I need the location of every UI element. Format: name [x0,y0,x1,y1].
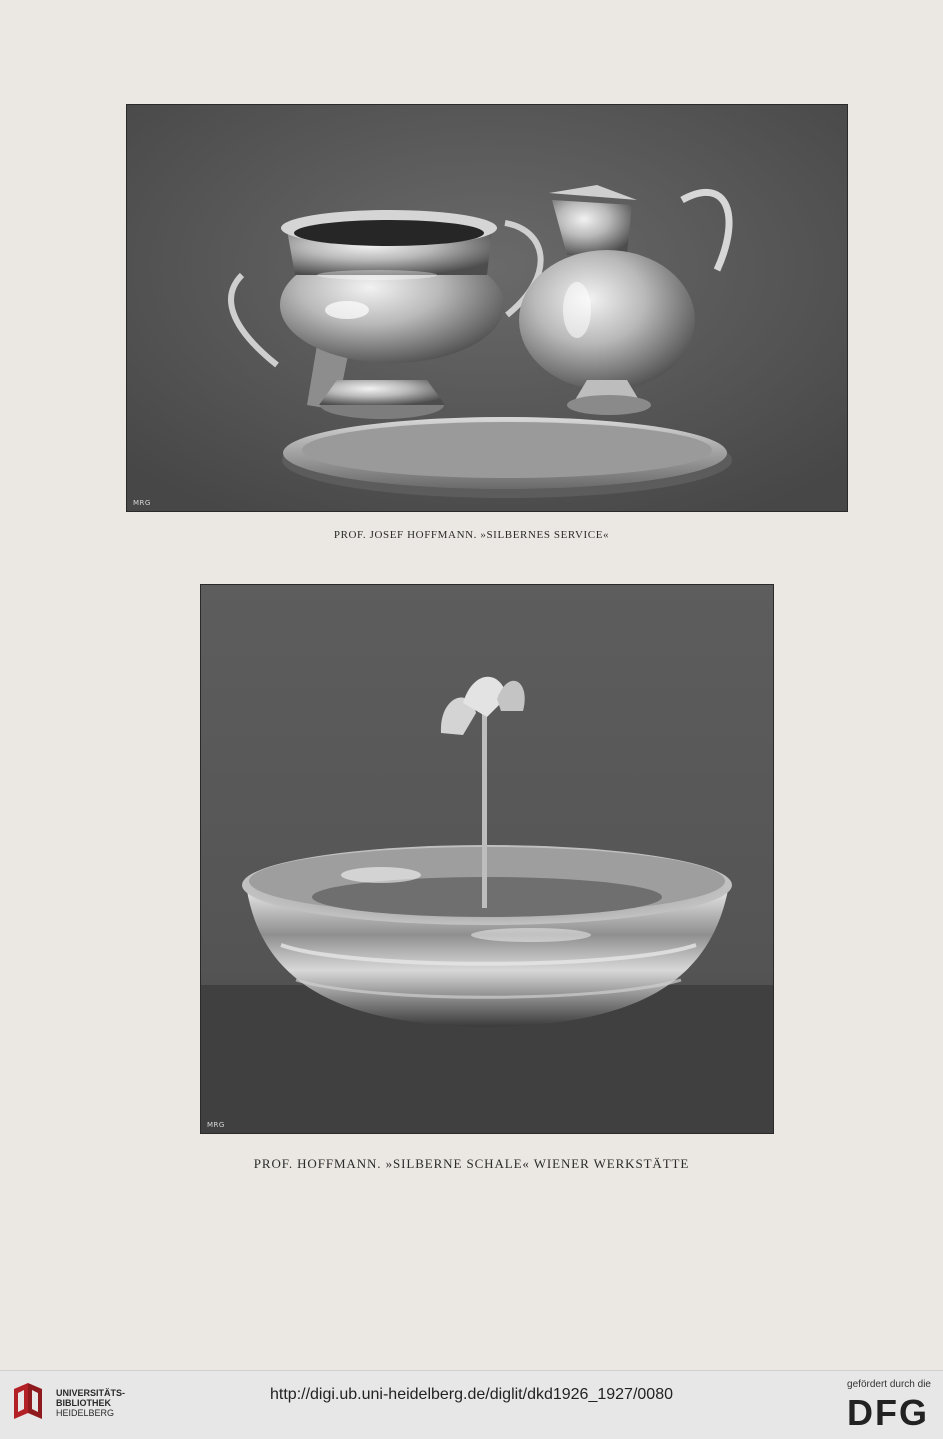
photo-silver-bowl [200,584,774,1134]
footer-bar [0,1370,943,1439]
library-name-line-1: UNIVERSITÄTS- [56,1388,126,1398]
silver-service-image [127,105,847,511]
caption-silver-bowl: PROF. HOFFMANN. »SILBERNE SCHALE« WIENER WERKSTÄTTE [253,1156,690,1171]
photo-silver-service [126,104,848,512]
dfg-logo: DFG [847,1392,929,1433]
plate-mark: MRG [133,499,151,507]
silver-bowl-image [201,585,773,1133]
library-name-line-2: BIBLIOTHEK [56,1398,111,1408]
plate-mark: MRG [207,1121,225,1129]
funded-by-label: gefördert durch die [847,1379,931,1390]
permalink-url[interactable]: http://digi.ub.uni-heidelberg.de/diglit/dkd1926_1927/0080 [270,1386,673,1403]
library-name-line-3: HEIDELBERG [56,1408,115,1418]
caption-silver-service: PROF. JOSEF HOFFMANN. »SILBERNES SERVICE« [333,529,610,541]
